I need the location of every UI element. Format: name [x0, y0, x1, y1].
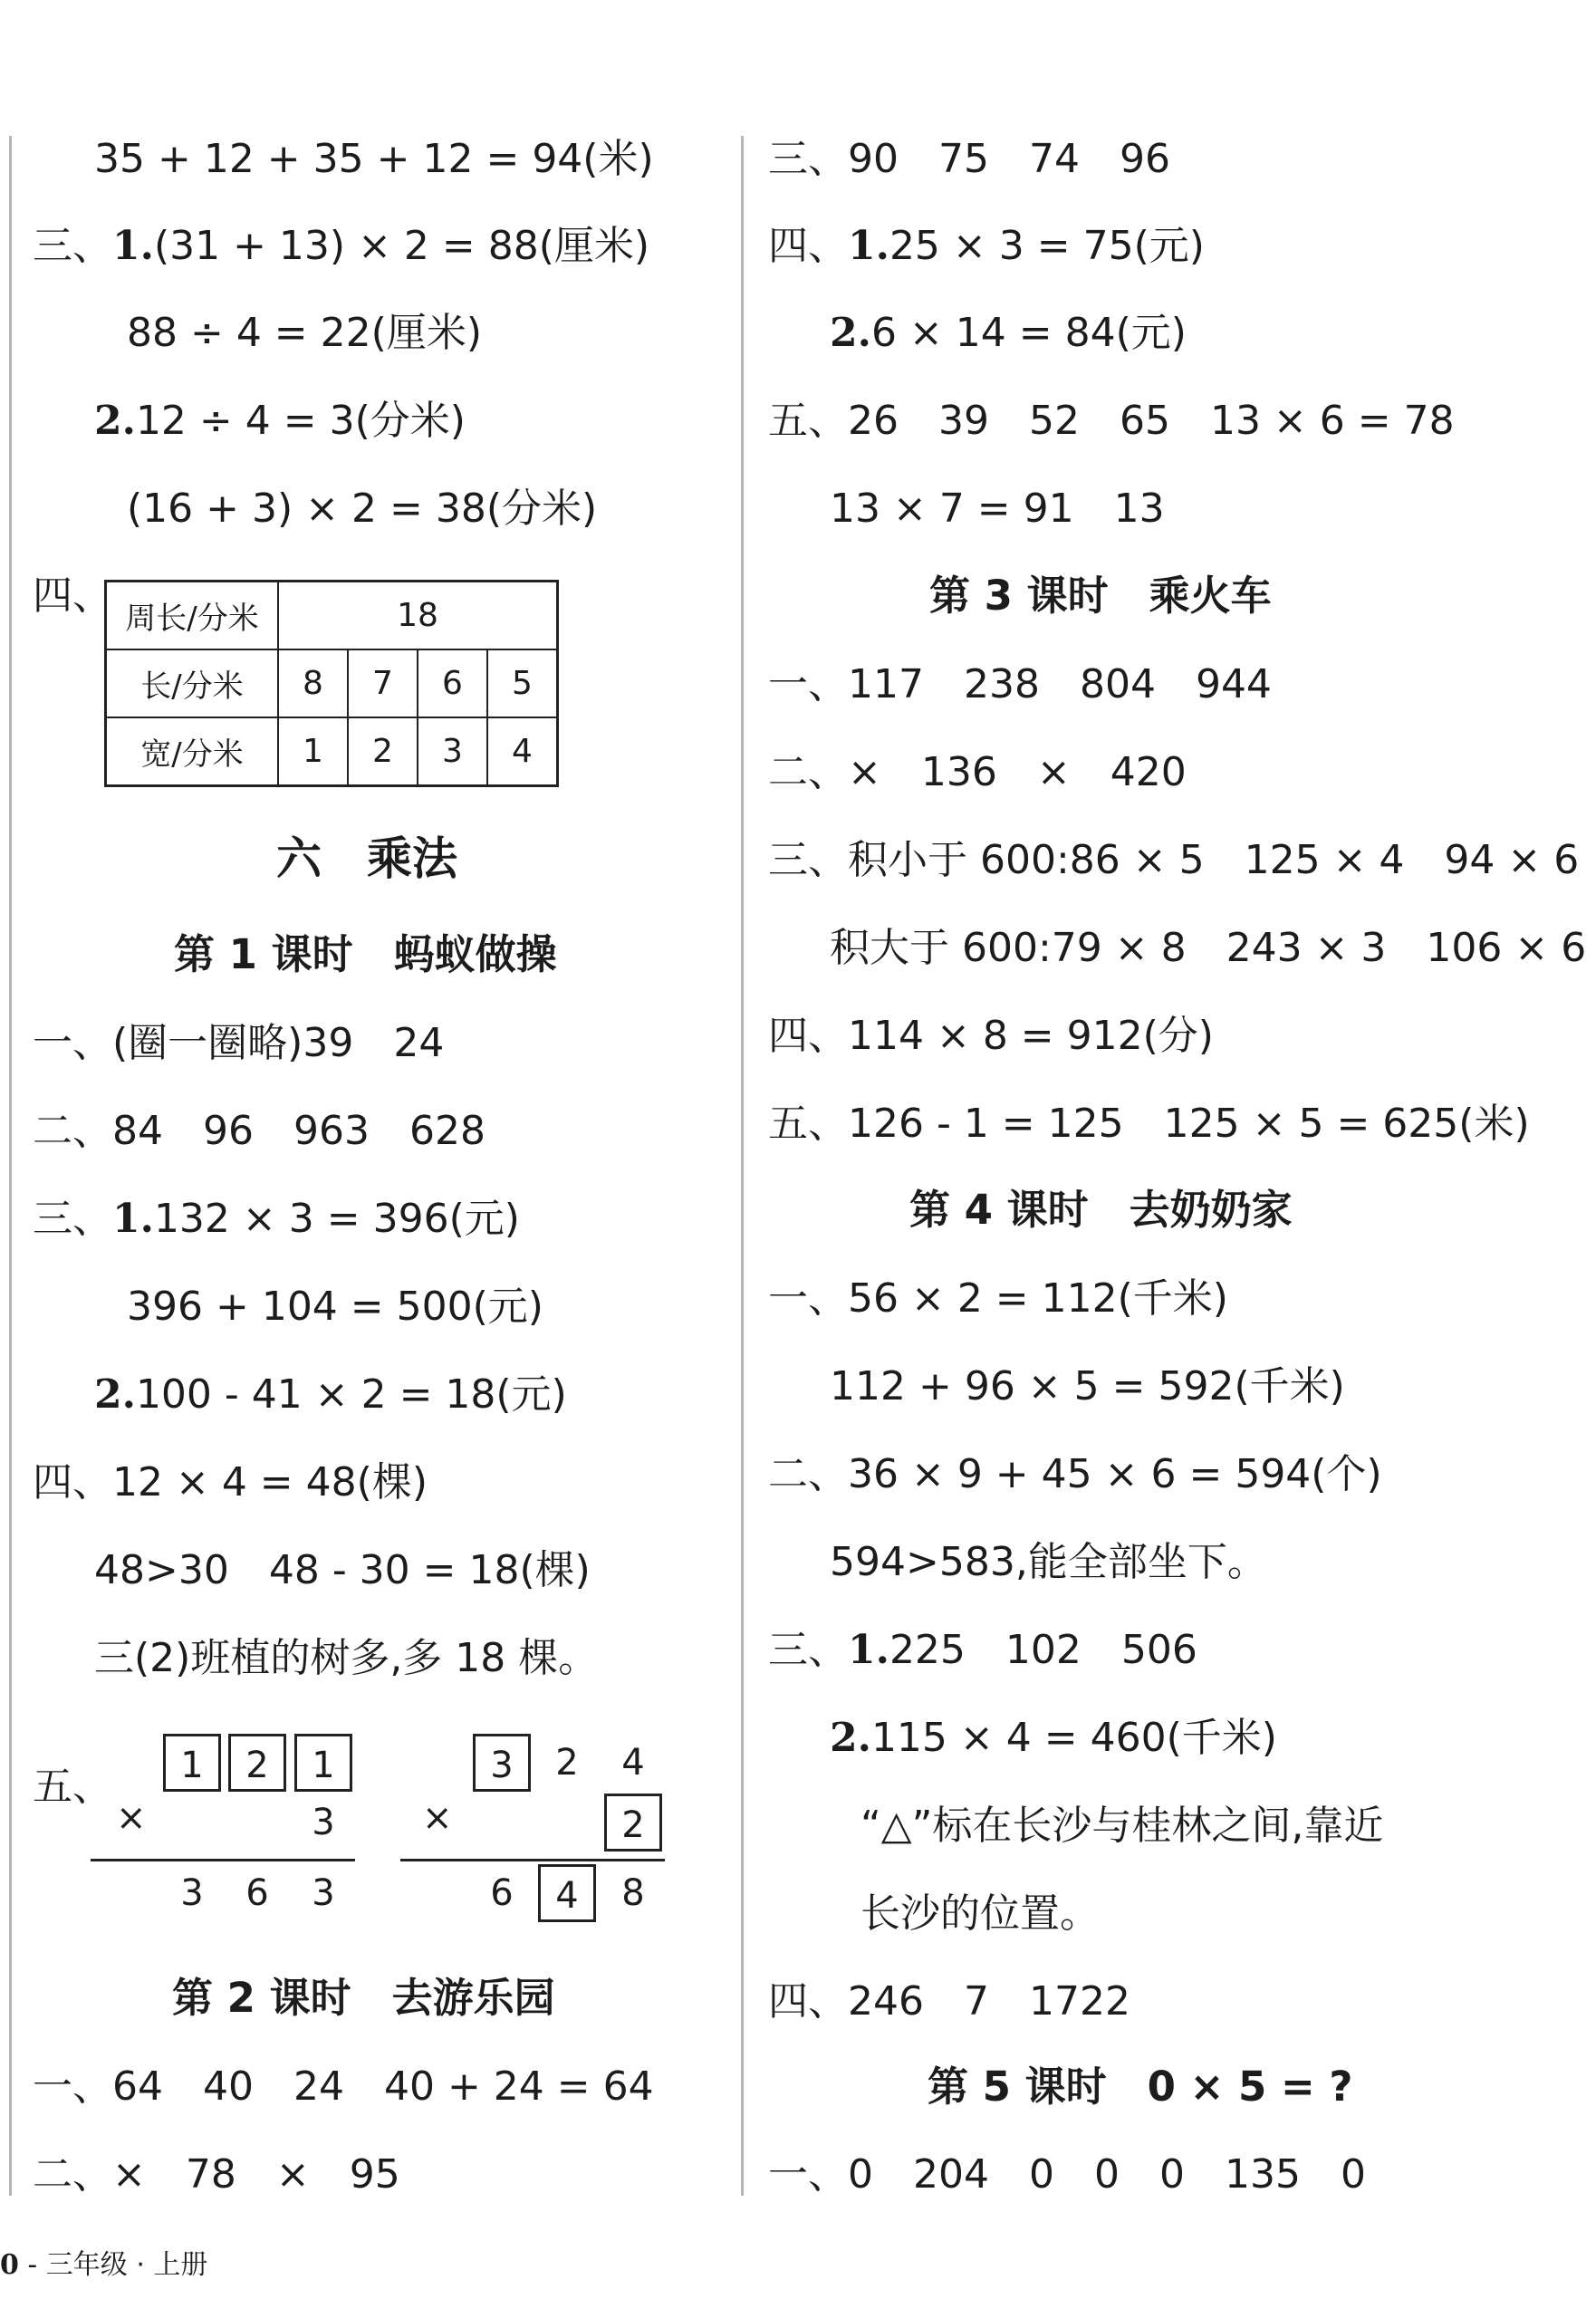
- times-sign: ×: [116, 1797, 147, 1839]
- answer-line: 594>583,能全部坐下。: [830, 1539, 1267, 1585]
- answer-line: 三、1.225 102 506: [768, 1627, 1197, 1673]
- boxed-digit: 2: [228, 1734, 286, 1792]
- boxed-digit: 4: [538, 1864, 596, 1922]
- answer-line: 三、1.132 × 3 = 396(元): [33, 1196, 520, 1242]
- table-cell: 1: [278, 717, 348, 786]
- lesson-title: 第 1 课时 蚂蚁做操: [174, 930, 557, 978]
- answer-line: 二、× 78 × 95: [33, 2151, 400, 2198]
- answer-line: 35 + 12 + 35 + 12 = 94(米): [94, 136, 654, 182]
- answer-line: 396 + 104 = 500(元): [127, 1284, 543, 1330]
- answer-line: 2.100 - 41 × 2 = 18(元): [94, 1371, 567, 1418]
- boxed-digit: 3: [473, 1734, 531, 1792]
- answer-line: 2.6 × 14 = 84(元): [830, 310, 1187, 356]
- answer-line: 三(2)班植的树多,多 18 棵。: [94, 1635, 599, 1681]
- table-row: [106, 582, 558, 650]
- page-number: 0: [0, 2249, 19, 2281]
- column-divider: [741, 136, 744, 2196]
- unit-title: 六 乘法: [276, 832, 457, 885]
- vertical-multiplication: [400, 1728, 708, 1928]
- divider-rule: [400, 1859, 665, 1861]
- answer-line: 积大于 600:79 × 8 243 × 3 106 × 6: [830, 925, 1587, 971]
- boxed-digit: 1: [294, 1734, 352, 1792]
- answer-line: 四、246 7 1722: [768, 1978, 1130, 2025]
- answer-line: 一、64 40 24 40 + 24 = 64: [33, 2063, 654, 2110]
- table-row: [106, 649, 558, 717]
- table-header: 长/分米: [106, 649, 279, 717]
- table-row: [106, 717, 558, 786]
- digit: 8: [621, 1872, 645, 1914]
- answer-line: 四、1.25 × 3 = 75(元): [768, 223, 1205, 269]
- digit: 3: [312, 1802, 335, 1843]
- answer-label: 四、: [33, 572, 112, 619]
- answer-line: 88 ÷ 4 = 22(厘米): [127, 310, 482, 356]
- table-header: 周长/分米: [106, 582, 279, 650]
- table-cell: 7: [348, 649, 418, 717]
- answer-label: 五、: [33, 1764, 112, 1810]
- answer-line: 二、× 136 × 420: [768, 749, 1187, 795]
- lesson-title: 第 5 课时 0 × 5 = ?: [928, 2063, 1353, 2111]
- table-cell: 8: [278, 649, 348, 717]
- lesson-title: 第 2 课时 去游乐园: [172, 1974, 555, 2022]
- digit: 4: [621, 1742, 645, 1784]
- answer-line: 13 × 7 = 91 13: [830, 486, 1165, 532]
- answer-line: 四、114 × 8 = 912(分): [768, 1013, 1214, 1059]
- answer-line: 一、56 × 2 = 112(千米): [768, 1275, 1228, 1322]
- lesson-title: 第 3 课时 乘火车: [929, 572, 1272, 620]
- table-cell: 2: [348, 717, 418, 786]
- answer-line: 一、0 204 0 0 0 135 0: [768, 2151, 1366, 2198]
- answer-line: (16 + 3) × 2 = 38(分米): [127, 486, 598, 532]
- answer-line: 一、117 238 804 944: [768, 661, 1272, 707]
- answer-line: 五、26 39 52 65 13 × 6 = 78: [768, 398, 1455, 444]
- answer-line: 48>30 48 - 30 = 18(棵): [94, 1547, 591, 1593]
- answer-line: 五、126 - 1 = 125 125 × 5 = 625(米): [768, 1101, 1530, 1147]
- table-cell: 3: [418, 717, 487, 786]
- answer-line: 112 + 96 × 5 = 592(千米): [830, 1363, 1345, 1409]
- answer-line: 三、90 75 74 96: [768, 136, 1170, 182]
- answer-line: 二、36 × 9 + 45 × 6 = 594(个): [768, 1451, 1382, 1497]
- answer-line: 一、(圈一圈略)39 24: [33, 1020, 445, 1066]
- left-margin-line: [9, 136, 12, 2196]
- answer-line: “△”标在长沙与桂林之间,靠近: [860, 1803, 1384, 1849]
- table-cell: 6: [418, 649, 487, 717]
- answer-line: 四、12 × 4 = 48(棵): [33, 1459, 428, 1505]
- answer-line: 二、84 96 963 628: [33, 1108, 486, 1154]
- digit: 6: [245, 1872, 269, 1914]
- digit: 3: [312, 1872, 335, 1914]
- divider-rule: [91, 1859, 355, 1861]
- grade-label: 三年级 · 上册: [45, 2249, 208, 2281]
- answer-line: 2.12 ÷ 4 = 3(分米): [94, 398, 466, 444]
- lesson-title: 第 4 课时 去奶奶家: [909, 1186, 1293, 1234]
- answer-line: 三、积小于 600:86 × 5 125 × 4 94 × 6: [768, 837, 1580, 883]
- boxed-digit: 2: [604, 1794, 662, 1852]
- perimeter-table: [104, 580, 559, 787]
- vertical-multiplication: [91, 1728, 399, 1928]
- digit: 2: [555, 1742, 579, 1784]
- answer-line: 长沙的位置。: [860, 1890, 1100, 1937]
- times-sign: ×: [422, 1797, 453, 1839]
- table-header: 宽/分米: [106, 717, 279, 786]
- answer-line: 2.115 × 4 = 460(千米): [830, 1715, 1277, 1761]
- table-cell: 4: [487, 717, 558, 786]
- table-cell: 18: [278, 582, 558, 650]
- digit: 3: [180, 1872, 204, 1914]
- footer-dash: -: [27, 2249, 38, 2281]
- answer-line: 三、1.(31 + 13) × 2 = 88(厘米): [33, 223, 650, 269]
- table-cell: 5: [487, 649, 558, 717]
- digit: 6: [490, 1872, 514, 1914]
- page-footer: [0, 2242, 207, 2282]
- boxed-digit: 1: [163, 1734, 221, 1792]
